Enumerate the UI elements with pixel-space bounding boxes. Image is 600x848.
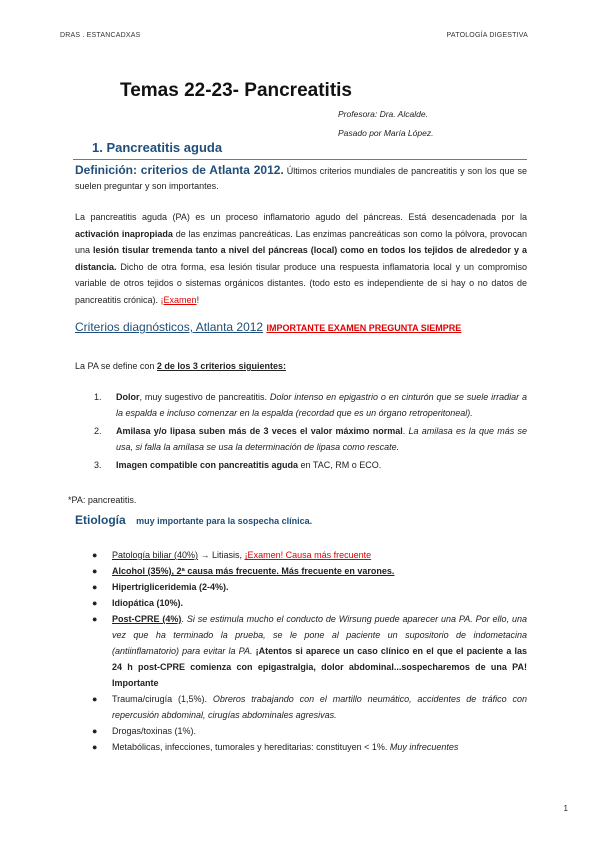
criterios-tag: IMPORTANTE EXAMEN PREGUNTA SIEMPRE (266, 323, 462, 333)
criterios-heading: Criterios diagnósticos, Atlanta 2012 (75, 320, 264, 334)
definicion-heading: Definición: criterios de Atlanta 2012. (75, 163, 284, 177)
section-rule (73, 159, 527, 160)
biliar-examen: ¡Examen! Causa más frecuente (244, 550, 372, 560)
cpre-text: . (181, 614, 187, 624)
item-text: en TAC, RM o ECO. (298, 460, 382, 470)
trauma-italic: Obreros trabajando con el martillo neumático, accidentes de tráfico con repercusión abdominal, cirugías abdominales agresivas. (112, 694, 527, 720)
list-item: ● Trauma/cirugía (1,5%). Obreros trabajando con el martillo neumático, accidentes de tráfico con repercusión abdominal, cirugías abdominales agresivas. (92, 694, 527, 720)
list-item: ● Drogas/toxinas (1%). (92, 726, 197, 736)
definicion-text: Últimos criterios mundiales de pancreatitis y son los que se suelen preguntar y son importantes. (75, 166, 528, 191)
header-right: PATOLOGÍA DIGESTIVA (446, 32, 528, 39)
etiologia-heading: Etiología (75, 513, 126, 527)
metabolicas-text: Metabólicas, infecciones, tumorales y hereditarias: constituyen < 1%. (112, 742, 390, 752)
etiologia-list (90, 547, 527, 755)
profesora: Profesora: Dra. Alcalde. (338, 109, 428, 119)
cpre-underlined: Post-CPRE (4%) (112, 614, 182, 624)
item-bold: Amilasa y/o lipasa suben más de 3 veces el valor máximo normal (116, 426, 403, 436)
drogas: Drogas/toxinas (1%). (112, 726, 197, 736)
etiologia-tag: muy importante para la sospecha clínica. (136, 516, 313, 526)
item-number: 2. (94, 426, 102, 436)
para-text-2: de las enzimas pancreáticas. Las enzimas pancreáticas son como la pólvora, provocan una (75, 228, 527, 255)
item-text: . (402, 426, 409, 436)
intro-paragraph (75, 209, 527, 308)
metabolicas-italic: Muy infrecuentes (389, 742, 459, 752)
item-bold: Imagen compatible con pancreatitis aguda (116, 460, 299, 470)
list-item: ● Idiopática (10%). (92, 598, 184, 608)
criterios-intro-text: La PA se define con (75, 361, 157, 371)
section-heading: 1. Pancreatitis aguda (92, 140, 223, 155)
biliar-text: → Litiasis, (198, 550, 245, 560)
list-item (94, 457, 527, 473)
criterios-list (94, 389, 527, 475)
definicion (75, 163, 527, 194)
list-item: ● Hipertrigliceridemia (2-4%). (92, 582, 229, 592)
header-left: DRAS . ESTANCADXAS (60, 32, 141, 39)
para-examen: ¡Examen (160, 294, 197, 305)
list-item: ● Post-CPRE (4%). Si se estimula mucho el conducto de Wirsung puede aparecer una PA. Por ello, una vez que ha terminado la prueba, se le pone al paciente un supositorio de indometacina (antiinflamatorio) para evitar la PA. ¡Atentos si aparece un caso clínico en el que el paciente a las 24 h post-CPRE comienza con epigastralgia, dolor abdominal...sospecharemos de una PA! Importante (92, 614, 527, 688)
item-number: 1. (94, 392, 102, 402)
criterios-intro (75, 361, 286, 371)
item-number: 3. (94, 460, 102, 470)
page-title: Temas 22-23- Pancreatitis (120, 80, 352, 101)
list-item (94, 423, 527, 455)
hipertrigliceridemia: Hipertrigliceridemia (2-4%). (112, 582, 229, 592)
list-item: ● Metabólicas, infecciones, tumorales y hereditarias: constituyen < 1%. Muy infrecuentes (92, 742, 459, 752)
criterios-note: *PA: pancreatitis. (68, 495, 137, 505)
idiopatica: Idiopática (10%). (112, 598, 184, 608)
item-italic: Dolor intenso en epigastrio o en cinturón que se suele irradiar a la espalda e incluso comenzar en la espalda (recordad que es un órgano retroperitoneal). (116, 392, 528, 418)
cpre-bold: ¡Atentos si aparece un caso clínico en el que el paciente a las 24 h post-CPRE comienza con epigastralgia, dolor abdominal...sospecharemos de una PA! Importante (112, 646, 527, 688)
cpre-italic: Si se estimula mucho el conducto de Wirsung puede aparecer una PA. Por ello, una vez que ha terminado la prueba, se le pone al paciente un supositorio de indometacina (antiinflamatorio) para evitar la PA. (112, 614, 527, 656)
list-item: ● Patología biliar (40%) → Litiasis, ¡Examen! Causa más frecuente (92, 550, 372, 560)
criterios-heading-row (75, 320, 527, 334)
trauma-text: Trauma/cirugía (1,5%). (112, 694, 213, 704)
para-bold-2: lesión tisular tremenda tanto a nivel del páncreas (local) como en todos los tejidos de alrededor y a distancia. (75, 245, 527, 272)
criterios-intro-underlined: 2 de los 3 criterios siguientes: (156, 361, 286, 371)
list-item: ● Alcohol (35%), 2ª causa más frecuente. Más frecuente en varones. (92, 566, 395, 576)
item-text: , muy sugestivo de pancreatitis. (139, 392, 270, 402)
para-text-4: ! (196, 294, 200, 305)
para-bold-1: activación inapropiada (75, 228, 173, 239)
alcohol: Alcohol (35%), 2ª causa más frecuente. Más frecuente en varones. (112, 566, 395, 576)
list-item (94, 389, 527, 421)
biliar-underlined: Patología biliar (40%) (112, 550, 199, 560)
para-text-1: La pancreatitis aguda (PA) es un proceso inflamatorio agudo del páncreas. Está desencadenada por la (75, 212, 527, 222)
item-bold: Dolor (116, 392, 140, 402)
etiologia-heading-row (75, 511, 312, 529)
page-number: 1 (563, 804, 568, 813)
item-italic: La amilasa es la que más se usa, si falla la amilasa se usa la determinación de lipasa como rescate. (116, 426, 527, 452)
para-text-3: Dicho de otra forma, esa lesión tisular produce una respuesta inflamatoria local y un compromiso variable de otros tejidos o sistemas orgánicos distantes. (todo esto es independiente de si hay o no datos de pancreatitis crónica). (75, 261, 527, 305)
pasado-por: Pasado por María López. (338, 128, 434, 138)
